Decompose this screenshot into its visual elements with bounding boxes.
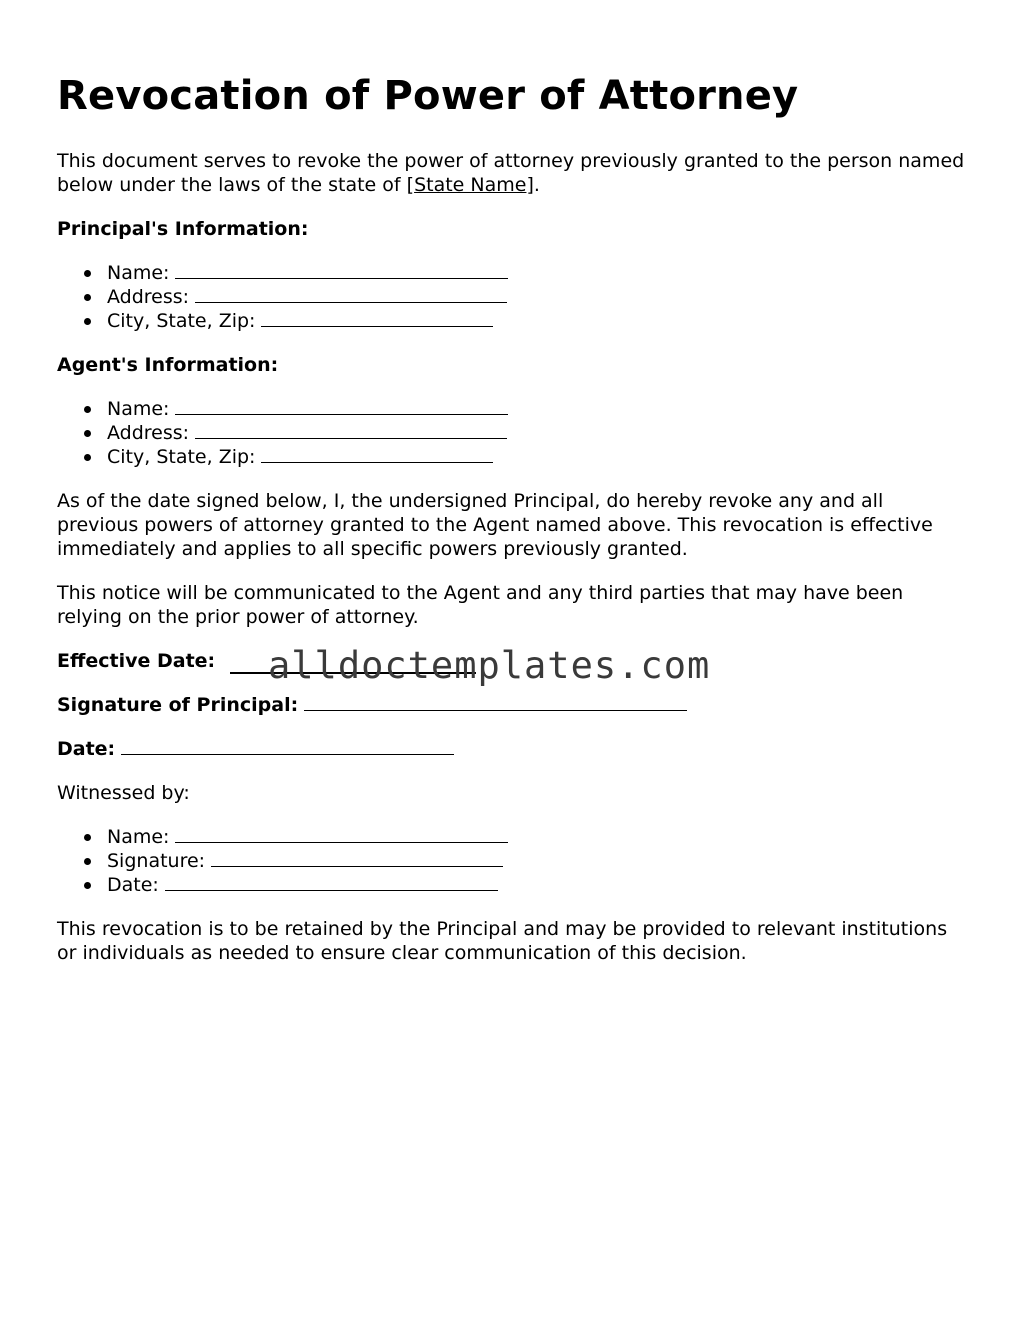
agent-address-blank[interactable] [195,421,507,439]
signature-line [57,693,967,717]
bullet-icon [84,430,91,437]
date-line [57,737,967,761]
bullet-icon [84,406,91,413]
agent-name-blank[interactable] [175,397,508,415]
agent-heading: Agent's Information: [57,354,279,376]
bullet-icon [84,294,91,301]
principal-address-blank[interactable] [195,285,507,303]
bullet-icon [84,454,91,461]
document-page [57,0,967,965]
principal-heading: Principal's Information: [57,218,309,240]
witness-name-field: Name: [57,825,967,849]
witness-name-blank[interactable] [175,825,508,843]
signature-blank[interactable] [304,693,687,711]
bullet-icon [84,318,91,325]
notice-paragraph: This notice will be communicated to the Agent and any third parties that may have been relying on the prior power of attorney. [57,582,904,628]
signature-label: Signature of Principal: [57,694,299,716]
agent-name-field: Name: [57,397,967,421]
principal-name-field: Name: [57,261,967,285]
principal-fields [57,261,967,333]
principal-address-field: Address: [57,285,967,309]
witness-date-field: Date: [57,873,967,897]
bullet-icon [84,858,91,865]
witness-date-blank[interactable] [165,873,498,891]
date-blank[interactable] [121,737,454,755]
closing-paragraph: This revocation is to be retained by the Principal and may be provided to relevant institutions or individuals as needed to ensure clear communication of this decision. [57,918,948,964]
agent-address-field: Address: [57,421,967,445]
intro-text-before: This document serves to revoke the power of attorney previously granted to the person named below under the laws of the state of [ [57,150,965,196]
intro-paragraph [57,149,967,197]
bullet-icon [84,270,91,277]
state-name-placeholder: State Name [414,174,527,196]
revocation-paragraph: As of the date signed below, I, the undersigned Principal, do hereby revoke any and all previous powers of attorney granted to the Agent named above. This revocation is effective immediately and applies to all specific powers previously granted. [57,490,933,560]
witness-fields [57,825,967,897]
bullet-icon [84,834,91,841]
witness-signature-field: Signature: [57,849,967,873]
effective-date-label: Effective Date: [57,650,216,672]
principal-city-field: City, State, Zip: [57,309,967,333]
date-label: Date: [57,738,116,760]
watermark-text: alldoctemplates.com [268,644,711,687]
agent-fields [57,397,967,469]
intro-text-after: ]. [526,174,540,196]
agent-city-field: City, State, Zip: [57,445,967,469]
document-title: Revocation of Power of Attorney [57,73,799,119]
agent-city-blank[interactable] [261,445,493,463]
principal-city-blank[interactable] [261,309,493,327]
witness-signature-blank[interactable] [211,849,503,867]
bullet-icon [84,882,91,889]
witness-heading: Witnessed by: [57,782,190,804]
principal-name-blank[interactable] [175,261,508,279]
